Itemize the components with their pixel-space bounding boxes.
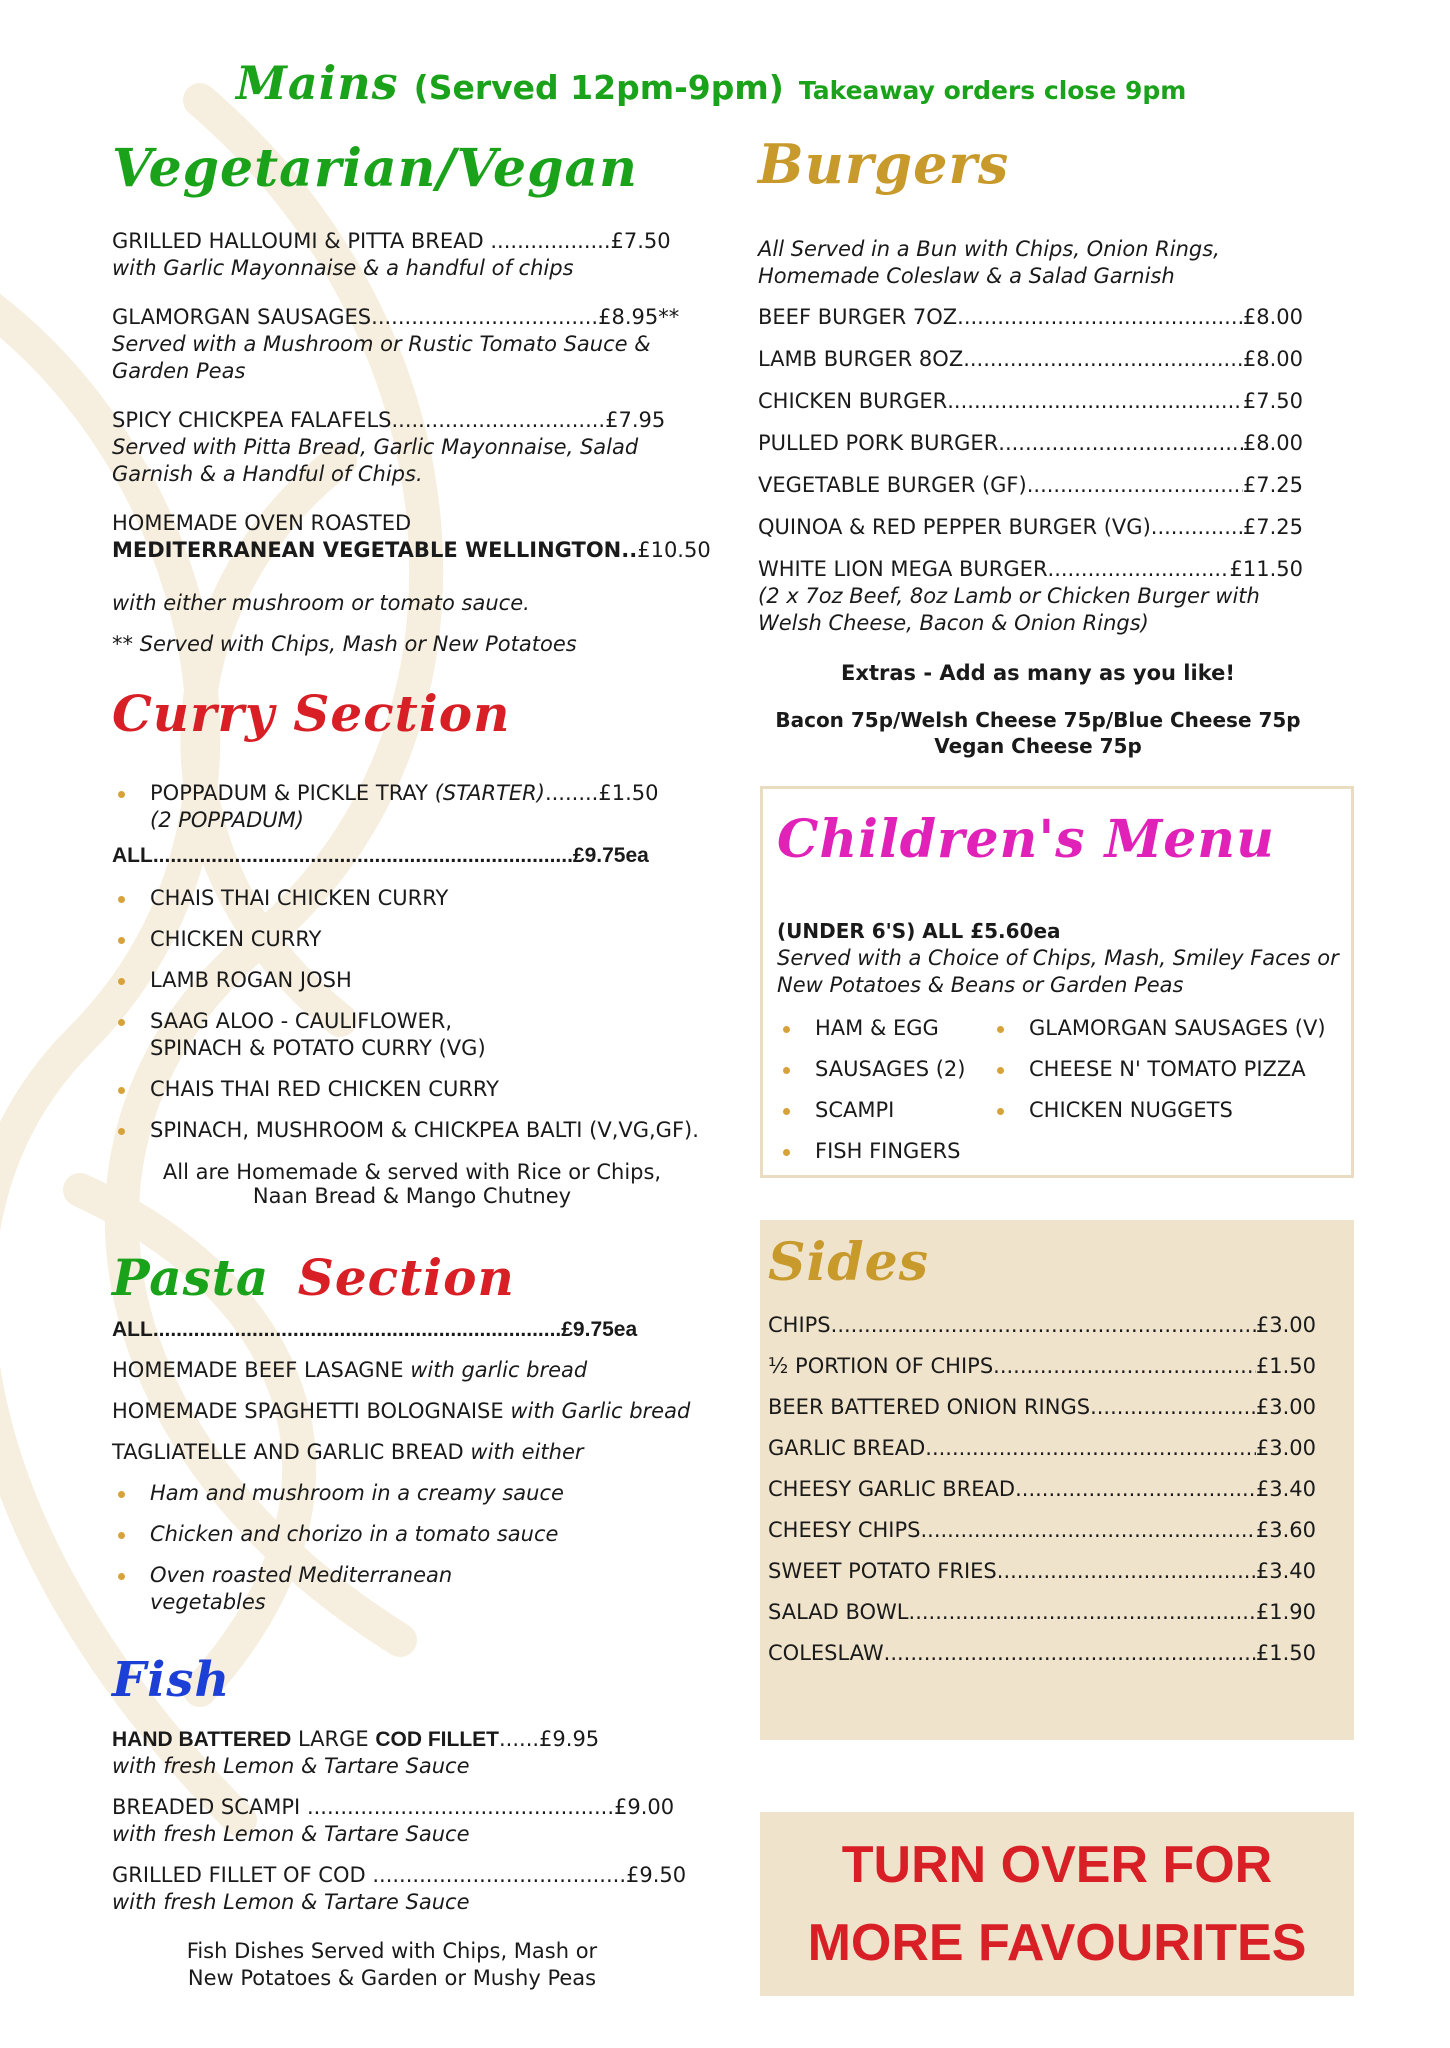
item-description: with Garlic Mayonnaise & a handful of chips [112, 256, 574, 280]
bullet-icon [118, 791, 125, 798]
pasta-option: Ham and mushroom in a creamy sauce [112, 1480, 712, 1507]
childrens-menu-title: Children's Menu [777, 809, 1275, 870]
menu-item: BREADED SCAMPI ..............................................£9.00 [112, 1795, 675, 1819]
curry-item: CHICKEN CURRY [112, 926, 712, 953]
menu-item: HOMEMADE OVEN ROASTED [112, 511, 412, 535]
mega-burger-description: (2 x 7oz Beef, 8oz Lamb or Chicken Burger with Welsh Cheese, Bacon & Onion Rings) [758, 584, 1260, 635]
bullet-icon [118, 1573, 125, 1580]
side-item: GARLIC BREAD ..... £3.00 [768, 1435, 1316, 1462]
bullet-icon [783, 1026, 790, 1033]
burger-item: PULLED PORK BURGER ..... £8.00 [758, 430, 1303, 457]
page-header [236, 56, 1186, 110]
served-hours: (Served 12pm-9pm) [413, 68, 784, 107]
bullet-icon [997, 1108, 1004, 1115]
bullet-icon [997, 1026, 1004, 1033]
sides-section-title: Sides [768, 1232, 930, 1293]
extras-list: Bacon 75p/Welsh Cheese 75p/Blue Cheese 75p Vegan Cheese 75p [775, 708, 1301, 758]
side-item: CHIPS ..... £3.00 [768, 1312, 1316, 1339]
kids-item: CHEESE N' TOMATO PIZZA [991, 1056, 1331, 1083]
kids-item: GLAMORGAN SAUSAGES (V) [991, 1015, 1331, 1042]
takeaway-note: Takeaway orders close 9pm [798, 76, 1187, 105]
veg-section [112, 228, 712, 658]
side-item: CHEESY CHIPS ..... £3.60 [768, 1517, 1316, 1544]
side-item: ½ PORTION OF CHIPS ..... £1.50 [768, 1353, 1316, 1380]
burger-item: BEEF BURGER 7OZ ..... £8.00 [758, 304, 1303, 331]
bullet-icon [118, 1491, 125, 1498]
bullet-icon [118, 1128, 125, 1135]
pasta-option: Oven roasted Mediterranean vegetables [112, 1562, 712, 1616]
bullet-icon [118, 1019, 125, 1026]
sides-panel [760, 1220, 1354, 1740]
fish-section [112, 1726, 712, 1992]
bullet-icon [118, 978, 125, 985]
bullet-icon [783, 1108, 790, 1115]
side-item: COLESLAW ..... £1.50 [768, 1640, 1316, 1667]
extras-heading: Extras - Add as many as you like! [841, 661, 1235, 685]
bullet-icon [997, 1067, 1004, 1074]
menu-item: SPICY CHICKPEA FALAFELS................................£7.95 [112, 408, 666, 432]
menu-item: HOMEMADE BEEF LASAGNE with garlic bread [112, 1358, 588, 1382]
item-description: with either mushroom or tomato sauce. [112, 591, 530, 615]
kids-item: HAM & EGG [777, 1015, 1017, 1042]
burger-item: CHICKEN BURGER ..... £7.50 [758, 388, 1303, 415]
fish-footer: Fish Dishes Served with Chips, Mash or New Potatoes & Garden or Mushy Peas [186, 1939, 598, 1990]
burgers-section [758, 236, 1318, 759]
menu-item: GRILLED FILLET OF COD ......................................£9.50 [112, 1863, 687, 1887]
burgers-intro: All Served in a Bun with Chips, Onion Rings, Homemade Coleslaw & a Salad Garnish [758, 237, 1220, 288]
menu-item: MEDITERRANEAN VEGETABLE WELLINGTON..£10.50 [112, 538, 711, 562]
pasta-section [112, 1316, 712, 1616]
curry-all-price: ALL........................................................................£9.75ea [112, 844, 649, 867]
pasta-all-price: ALL......................................................................£9.75ea [112, 1318, 638, 1341]
burger-item: QUINOA & RED PEPPER BURGER (VG) ..... £7.25 [758, 514, 1303, 541]
menu-item: GRILLED HALLOUMI & PITTA BREAD ..................£7.50 [112, 229, 671, 253]
childrens-description: Served with a Choice of Chips, Mash, Smiley Faces or New Potatoes & Beans or Garden Peas [777, 946, 1339, 997]
menu-item: POPPADUM & PICKLE TRAY (STARTER)........£1.50 (2 POPPADUM) [112, 780, 712, 834]
curry-footer: All are Homemade & served with Rice or Chips, Naan Bread & Mango Chutney [162, 1160, 662, 1208]
kids-item: FISH FINGERS [777, 1138, 1017, 1165]
item-description: with fresh Lemon & Tartare Sauce [112, 1754, 470, 1778]
veg-section-title: Vegetarian/Vegan [112, 138, 638, 199]
kids-item: CHICKEN NUGGETS [991, 1097, 1331, 1124]
curry-item: LAMB ROGAN JOSH [112, 967, 712, 994]
menu-item: HOMEMADE SPAGHETTI BOLOGNAISE with Garlic bread [112, 1399, 691, 1423]
item-description: Served with a Mushroom or Rustic Tomato Sauce & Garden Peas [112, 332, 651, 383]
bullet-icon [118, 937, 125, 944]
bullet-icon [783, 1149, 790, 1156]
fish-section-title: Fish [112, 1652, 231, 1708]
pasta-section-title: Pasta Section [112, 1248, 515, 1307]
item-description: with fresh Lemon & Tartare Sauce [112, 1890, 470, 1914]
burgers-section-title: Burgers [758, 132, 1010, 196]
childrens-menu-box [760, 786, 1354, 1178]
bullet-icon [118, 1087, 125, 1094]
turn-over-text: TURN OVER FOR MORE FAVOURITES [807, 1836, 1307, 1972]
menu-item: GLAMORGAN SAUSAGES..................................£8.95** [112, 305, 680, 329]
side-item: SALAD BOWL ..... £1.90 [768, 1599, 1316, 1626]
kids-item: SCAMPI [777, 1097, 1017, 1124]
veg-note: ** Served with Chips, Mash or New Potatoes [112, 632, 577, 656]
childrens-price: (UNDER 6'S) ALL £5.60ea [777, 919, 1061, 943]
burger-item: VEGETABLE BURGER (GF) ..... £7.25 [758, 472, 1303, 499]
bullet-icon [118, 1532, 125, 1539]
curry-item: SPINACH, MUSHROOM & CHICKPEA BALTI (V,VG,GF). [112, 1117, 712, 1144]
side-item: CHEESY GARLIC BREAD ..... £3.40 [768, 1476, 1316, 1503]
item-description: with fresh Lemon & Tartare Sauce [112, 1822, 470, 1846]
bullet-icon [783, 1067, 790, 1074]
burger-item: LAMB BURGER 8OZ ..... £8.00 [758, 346, 1303, 373]
pasta-option: Chicken and chorizo in a tomato sauce [112, 1521, 712, 1548]
turn-over-banner [760, 1812, 1354, 1996]
mains-title: Mains [236, 56, 399, 110]
curry-item: CHAIS THAI RED CHICKEN CURRY [112, 1076, 712, 1103]
curry-section-title: Curry Section [112, 684, 511, 743]
kids-item: SAUSAGES (2) [777, 1056, 1017, 1083]
curry-item: CHAIS THAI CHICKEN CURRY [112, 885, 712, 912]
curry-section [112, 780, 712, 1208]
menu-item: TAGLIATELLE AND GARLIC BREAD with either [112, 1440, 584, 1464]
burger-item: WHITE LION MEGA BURGER ..... £11.50 [758, 556, 1303, 583]
bullet-icon [118, 896, 125, 903]
item-description: Served with Pitta Bread, Garlic Mayonnaise, Salad Garnish & a Handful of Chips. [112, 435, 639, 486]
side-item: SWEET POTATO FRIES ..... £3.40 [768, 1558, 1316, 1585]
curry-item: SAAG ALOO - CAULIFLOWER, SPINACH & POTATO CURRY (VG) [112, 1008, 712, 1062]
side-item: BEER BATTERED ONION RINGS ..... £3.00 [768, 1394, 1316, 1421]
menu-item: HAND BATTERED LARGE COD FILLET......£9.95 [112, 1727, 600, 1751]
